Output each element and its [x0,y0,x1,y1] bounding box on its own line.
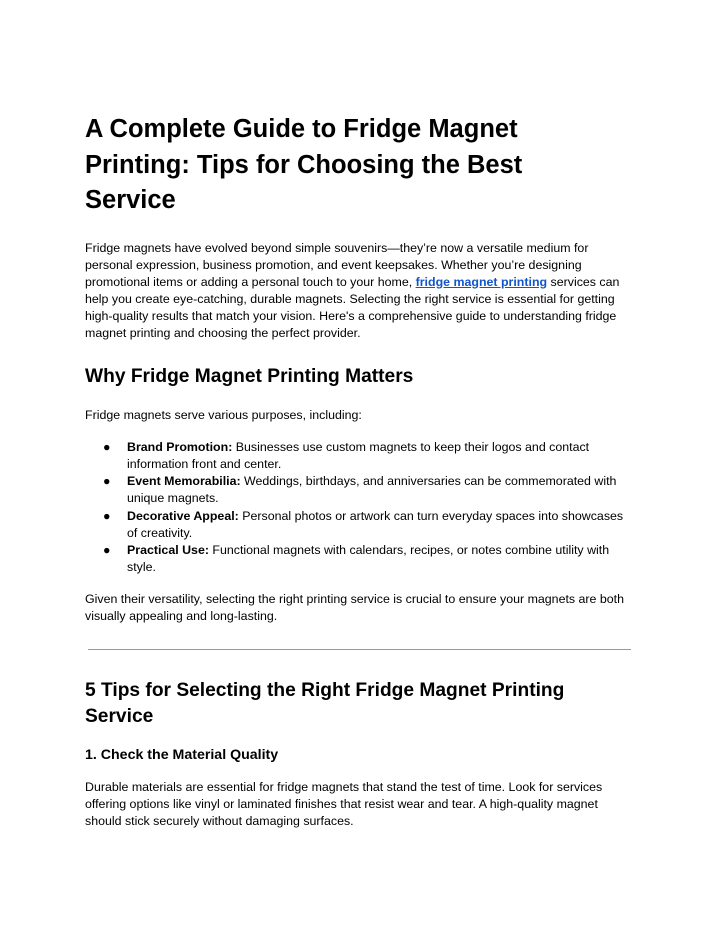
tip-heading-material-quality: 1. Check the Material Quality [85,747,279,764]
list-item-label: Practical Use: [127,542,209,557]
list-item-text: Personal photos or artwork can turn everyday spaces into showcases of creativity. [127,508,624,540]
material-quality-paragraph: Durable materials are essential for fridge magnets that stand the test of time. Look for services offering options like vinyl or laminated finishes that resist wear and tear. A high-quality magnet should stick securely without damaging surfaces. [85,780,603,829]
purposes-list [85,439,633,576]
section-heading-why: Why Fridge Magnet Printing Matters [85,366,414,388]
intro-text-after-link: services can help you create eye-catching, durable magnets. Selecting the right service is essential for getting high-quality results that match your vision. Here's a comprehensive guide to understanding fridge magnet printing and choosing the perfect provider. [85,274,620,340]
bullet-icon: ● [103,474,111,489]
horizontal-divider [88,649,631,650]
intro-paragraph [85,240,633,343]
versatility-paragraph: Given their versatility, selecting the right printing service is crucial to ensure your magnets are both visually appealing and long-lasting. [85,591,625,623]
list-item-label: Event Memorabilia: [127,474,241,489]
list-item-text: Businesses use custom magnets to keep their logos and contact information front and center. [127,440,590,472]
list-item-label: Decorative Appeal: [127,508,239,523]
bullet-icon: ● [103,508,111,523]
intro-text-before-link: Fridge magnets have evolved beyond simple souvenirs—they’re now a versatile medium for personal expression, business promotion, and event keepsakes. Whether you’re designing promotional items or adding a personal touch to your home, [85,240,589,289]
document-page [85,112,633,830]
list-item-label: Brand Promotion: [127,440,233,455]
fridge-magnet-printing-link[interactable]: fridge magnet printing [415,274,548,289]
page-title: A Complete Guide to Fridge Magnet Printing: Tips for Choosing the Best Service [85,115,523,214]
list-item [85,542,633,576]
bullet-icon: ● [103,440,111,455]
list-item-text: Functional magnets with calendars, recipes, or notes combine utility with style. [127,542,610,574]
list-item [85,508,633,542]
list-item-text: Weddings, birthdays, and anniversaries can be commemorated with unique magnets. [127,474,617,506]
section-heading-tips: 5 Tips for Selecting the Right Fridge Magnet Printing Service [85,680,565,728]
bullet-icon: ● [103,542,111,557]
purposes-lead: Fridge magnets serve various purposes, including: [85,408,362,423]
list-item [85,439,633,473]
list-item [85,473,633,507]
